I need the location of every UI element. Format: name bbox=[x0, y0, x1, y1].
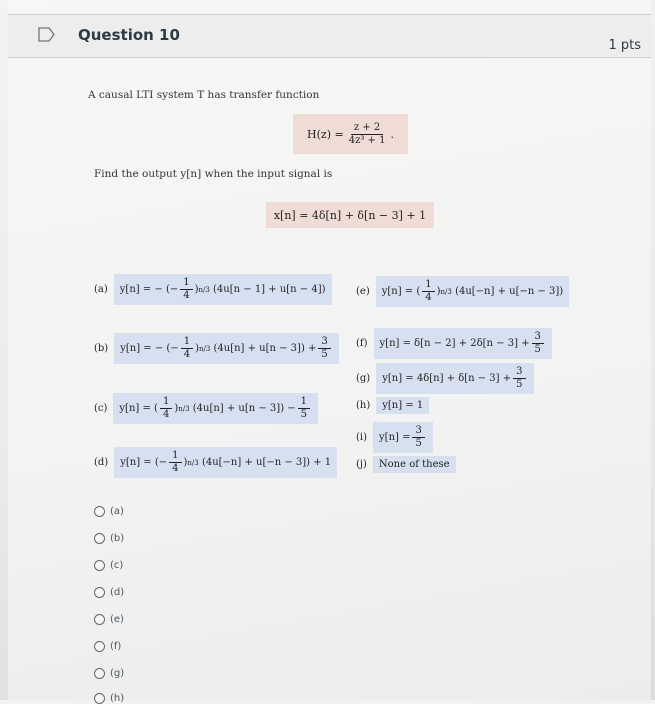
choice-e: (e) y[n] = ( $\frac{1}{4}$ ) n/3 (4u[−n] + u[−n − 3]) bbox=[356, 276, 569, 307]
answer-option-a[interactable]: (a) bbox=[94, 506, 124, 517]
choice-g: (g) y[n] = 4δ[n] + δ[n − 3] + $\frac{3}{5}$ bbox=[356, 363, 534, 394]
radio-button[interactable] bbox=[94, 506, 105, 517]
question-header bbox=[8, 14, 651, 58]
question-prompt: Find the output y[n] when the input signal is bbox=[94, 168, 333, 180]
points-label: 1 pts bbox=[608, 38, 641, 53]
flag-question-icon[interactable] bbox=[38, 27, 56, 42]
answer-option-g[interactable]: (g) bbox=[94, 668, 124, 679]
question-title: Question 10 bbox=[78, 26, 180, 44]
answer-option-b[interactable]: (b) bbox=[94, 533, 124, 544]
choice-d: (d) y[n] = (− $\frac{1}{4}$ ) n/3 (4u[−n] + u[−n − 3]) + 1 bbox=[94, 447, 337, 478]
answer-option-f[interactable]: (f) bbox=[94, 641, 121, 652]
choice-h: (h) y[n] = 1 bbox=[356, 397, 429, 414]
input-signal: x[n] = 4δ[n] + δ[n − 3] + 1 bbox=[266, 202, 434, 228]
choice-c: (c) y[n] = ( $\frac{1}{4}$ ) n/3 (4u[n] + u[n − 3]) − $\frac{1}{5}$ bbox=[94, 393, 318, 424]
radio-button[interactable] bbox=[94, 533, 105, 544]
choice-b: (b) y[n] = − (− $\frac{1}{4}$ ) n/3 (4u[n] + u[n − 3]) + $\frac{3}{5}$ bbox=[94, 333, 339, 364]
radio-button[interactable] bbox=[94, 668, 105, 679]
choice-j: (j) None of these bbox=[356, 456, 456, 473]
radio-button[interactable] bbox=[94, 560, 105, 571]
choice-i: (i) y[n] = $\frac{3}{5}$ bbox=[356, 422, 433, 453]
choice-a: (a) y[n] = − (− $\frac{1}{4}$ ) n/3 (4u[n − 1] + u[n − 4]) bbox=[94, 274, 332, 305]
answer-option-h[interactable]: (h) bbox=[94, 693, 124, 704]
answer-option-c[interactable]: (c) bbox=[94, 560, 123, 571]
radio-button[interactable] bbox=[94, 587, 105, 598]
answer-option-d[interactable]: (d) bbox=[94, 587, 124, 598]
radio-button[interactable] bbox=[94, 641, 105, 652]
question-card bbox=[8, 0, 651, 704]
choice-f: (f) y[n] = δ[n − 2] + 2δ[n − 3] + $\frac{3}{5}$ bbox=[356, 328, 552, 359]
transfer-function: H(z) = $\frac{z + 2}{\text{4z³ + 1}}$ . bbox=[293, 114, 408, 154]
radio-button[interactable] bbox=[94, 693, 105, 704]
question-intro: A causal LTI system T has transfer function bbox=[88, 89, 320, 101]
answer-option-e[interactable]: (e) bbox=[94, 614, 124, 625]
radio-button[interactable] bbox=[94, 614, 105, 625]
